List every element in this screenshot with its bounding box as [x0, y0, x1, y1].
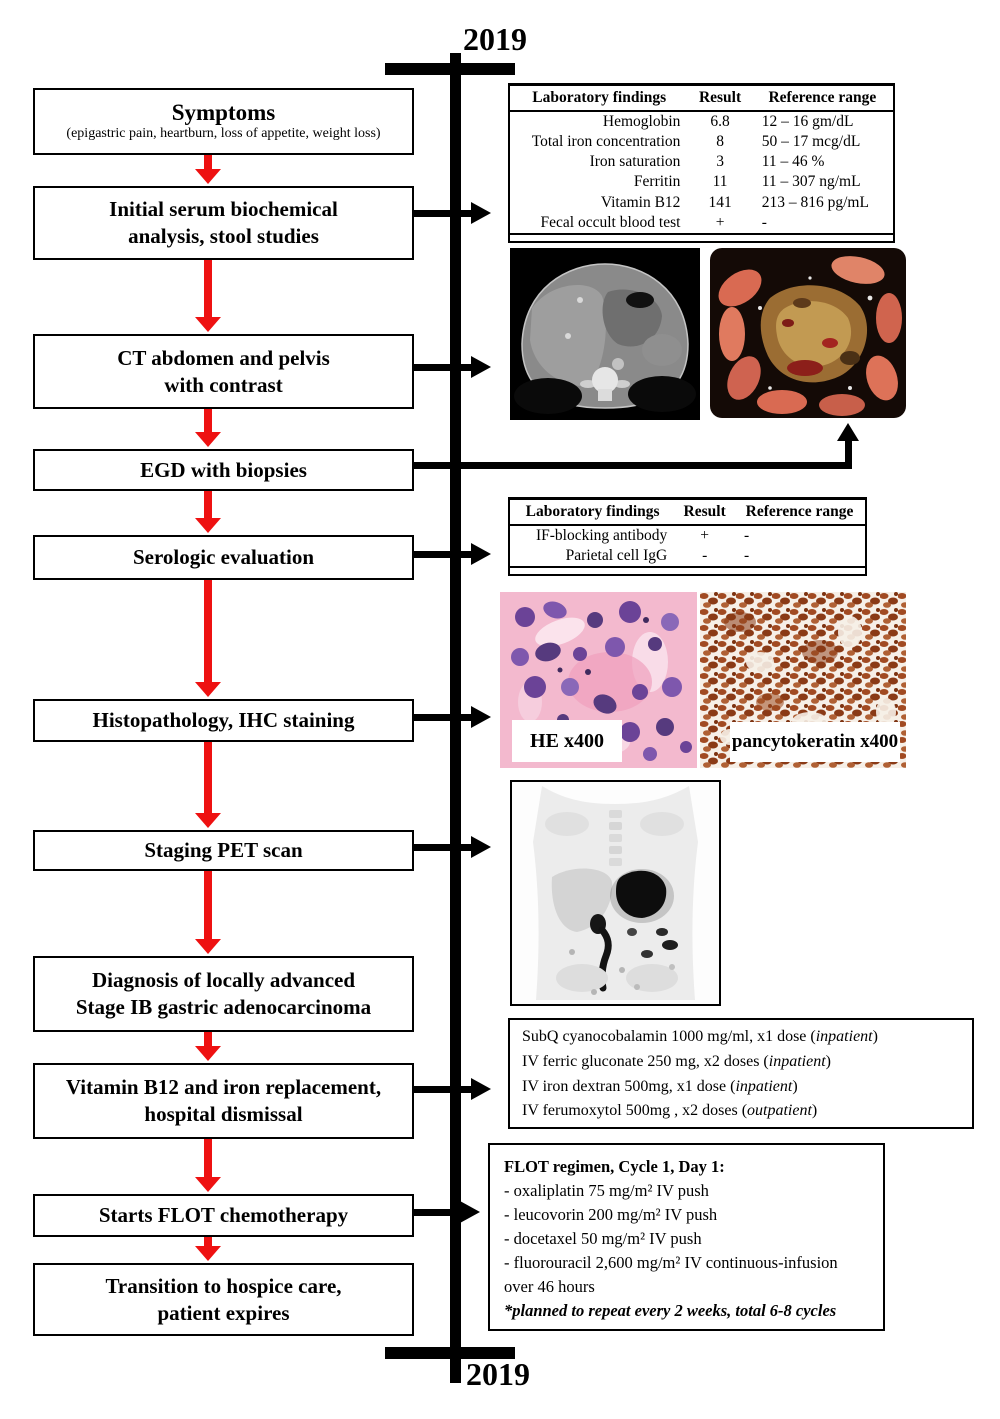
flot-regimen-line: - oxaliplatin 75 mg/m² IV push [504, 1180, 709, 1200]
red-down-arrow-icon [195, 742, 221, 828]
step-label: with contrast [164, 372, 283, 397]
table-row [510, 152, 893, 172]
column-header: Result [688, 86, 751, 112]
lab-results-table-1 [508, 83, 895, 243]
step-label: CT abdomen and pelvis [117, 345, 330, 370]
medication-setting: outpatient [747, 1102, 812, 1120]
medication-text: ) [825, 1052, 831, 1070]
lab-result: 8 [716, 133, 724, 151]
step-box-egd [33, 449, 414, 491]
lab-finding: Fecal occult blood test [540, 213, 681, 231]
pointer-arrow-icon [414, 1078, 491, 1100]
flot-regimen-title: FLOT regimen, Cycle 1, Day 1: [504, 1157, 725, 1176]
table-row [510, 132, 893, 152]
egd-pointer-elbow-arrow-icon [845, 440, 852, 469]
table-row [510, 193, 893, 213]
red-down-arrow-icon [195, 1032, 221, 1061]
egd-pointer-elbow-arrow-icon [414, 462, 851, 469]
lab-finding: IF-blocking antibody [535, 527, 668, 544]
lab-finding: Ferritin [633, 173, 681, 191]
ct-scan-image [510, 248, 700, 420]
step-label: Diagnosis of locally advanced [91, 968, 356, 993]
pointer-arrow-icon [414, 202, 491, 224]
timeline-year-top-label: 2019 [463, 21, 527, 57]
step-box-hospice [33, 1263, 414, 1336]
pointer-arrow-icon [414, 706, 491, 728]
table-row [510, 546, 865, 566]
lab-result: 3 [716, 153, 724, 171]
red-down-arrow-icon [195, 409, 221, 447]
step-box-flot-chemo [33, 1194, 414, 1237]
lab-range: 50 – 17 mcg/dL [761, 133, 861, 151]
medication-text: ) [811, 1102, 818, 1120]
endoscopy-graphic [710, 248, 906, 418]
lab-result: + [700, 527, 710, 544]
pointer-arrow-icon [414, 356, 491, 378]
lab-result: + [715, 213, 725, 231]
step-label: Stage IB gastric adenocarcinoma [75, 995, 372, 1019]
lab-range: - [761, 213, 767, 231]
lab-finding: Vitamin B12 [600, 193, 681, 211]
step-label: Vitamin B12 and iron replacement, [65, 1075, 382, 1100]
red-down-arrow-icon [195, 1237, 221, 1261]
column-header: Reference range [734, 500, 865, 526]
lab-results-table-2 [508, 497, 867, 576]
table-row [510, 111, 893, 132]
table-header-row [510, 86, 893, 112]
flot-regimen-line: - fluorouracil 2,600 mg/m² IV continuous-infusion over 46 hours [504, 1252, 838, 1296]
column-header: Laboratory findings [510, 86, 688, 112]
pet-scan-graphic [512, 782, 719, 1004]
medication-text: ) [872, 1028, 878, 1045]
table-row [510, 213, 893, 233]
timeline-year-bottom-label: 2019 [466, 1356, 530, 1392]
lab-range: 12 – 16 gm/dL [761, 113, 854, 130]
lab-result: 6.8 [710, 113, 730, 130]
timeline-tick-top-icon [385, 63, 515, 75]
step-box-b12-iron [33, 1063, 414, 1139]
medication-line [522, 1025, 960, 1050]
table-bottom-rule [510, 233, 893, 241]
medication-line [522, 1075, 960, 1100]
he-stain-label: HE x400 [512, 720, 622, 762]
red-down-arrow-icon [195, 871, 221, 954]
red-down-arrow-icon [195, 491, 221, 533]
red-down-arrow-icon [195, 580, 221, 697]
table-bottom-rule [510, 566, 865, 574]
red-down-arrow-icon [195, 1139, 221, 1192]
medication-text: IV ferumoxytol 500mg , x2 doses ( [522, 1102, 748, 1120]
step-box-ct-abdomen [33, 334, 414, 409]
pointer-arrow-icon [414, 1201, 480, 1223]
step-box-symptoms [33, 88, 414, 155]
egd-pointer-up-arrowhead-icon [837, 423, 859, 441]
lab-range: - [744, 527, 750, 544]
lab-finding: Total iron concentration [531, 133, 681, 151]
medication-setting: inpatient [735, 1077, 793, 1095]
lab-finding: Hemoglobin [602, 113, 681, 130]
medication-list-box [508, 1018, 974, 1129]
step-label: patient expires [157, 1300, 290, 1325]
step-box-diagnosis [33, 956, 414, 1032]
pancytokeratin-stain-label: pancytokeratin x400 [730, 722, 900, 762]
lab-range: 11 – 46 % [761, 153, 825, 171]
step-label: Histopathology, IHC staining [92, 708, 355, 733]
pointer-arrow-icon [414, 836, 491, 858]
pointer-arrow-icon [414, 543, 491, 565]
lab-result: 11 [712, 173, 728, 191]
flot-regimen-footnote: *planned to repeat every 2 weeks, total 6-8 cycles [504, 1300, 837, 1320]
table-header-row [510, 500, 865, 526]
lab-finding: Parietal cell IgG [565, 547, 668, 565]
step-box-pet-scan [33, 830, 414, 871]
step-box-serologic [33, 535, 414, 580]
flot-regimen-line: - leucovorin 200 mg/m² IV push [504, 1204, 718, 1224]
medication-text: ) [792, 1077, 798, 1095]
step-box-histopathology [33, 699, 414, 742]
step-label: Starts FLOT chemotherapy [98, 1203, 349, 1228]
pet-scan-image [510, 780, 721, 1006]
endoscopy-image [710, 248, 906, 418]
medication-setting: inpatient [768, 1052, 826, 1070]
column-header: Laboratory findings [510, 500, 675, 526]
flot-regimen-line: - docetaxel 50 mg/m² IV push [504, 1228, 702, 1248]
step-box-serum-analysis [33, 186, 414, 260]
medication-line [522, 1050, 960, 1075]
lab-range: - [744, 547, 750, 565]
table-row [510, 172, 893, 192]
step-label: analysis, stool studies [128, 224, 319, 248]
step-title: Symptoms [171, 99, 276, 125]
flot-regimen-box [488, 1143, 885, 1331]
column-header: Reference range [752, 86, 893, 112]
red-down-arrow-icon [195, 260, 221, 332]
lab-finding: Iron saturation [589, 153, 681, 171]
medication-setting: inpatient [815, 1028, 873, 1045]
medication-text: IV iron dextran 500mg, x1 dose ( [522, 1077, 736, 1095]
medication-text: IV ferric gluconate 250 mg, x2 doses ( [522, 1052, 769, 1070]
step-label: Transition to hospice care, [105, 1273, 342, 1298]
lab-result: - [702, 547, 708, 565]
step-label: Serologic evaluation [132, 545, 315, 570]
lab-range: 11 – 307 ng/mL [761, 173, 861, 191]
medication-text: SubQ cyanocobalamin 1000 mg/ml, x1 dose ( [522, 1028, 816, 1045]
column-header: Result [675, 500, 734, 526]
lab-result: 141 [708, 193, 732, 211]
step-label: EGD with biopsies [140, 457, 307, 482]
step-subtitle: (epigastric pain, heartburn, loss of appetite, weight loss) [66, 126, 381, 142]
red-down-arrow-icon [195, 155, 221, 184]
step-label: Initial serum biochemical [109, 197, 338, 222]
ct-scan-graphic [510, 248, 700, 420]
step-label: Staging PET scan [144, 838, 303, 863]
step-label: hospital dismissal [144, 1102, 303, 1126]
medication-line [522, 1099, 960, 1124]
table-row [510, 525, 865, 546]
lab-range: 213 – 816 pg/mL [761, 193, 869, 211]
